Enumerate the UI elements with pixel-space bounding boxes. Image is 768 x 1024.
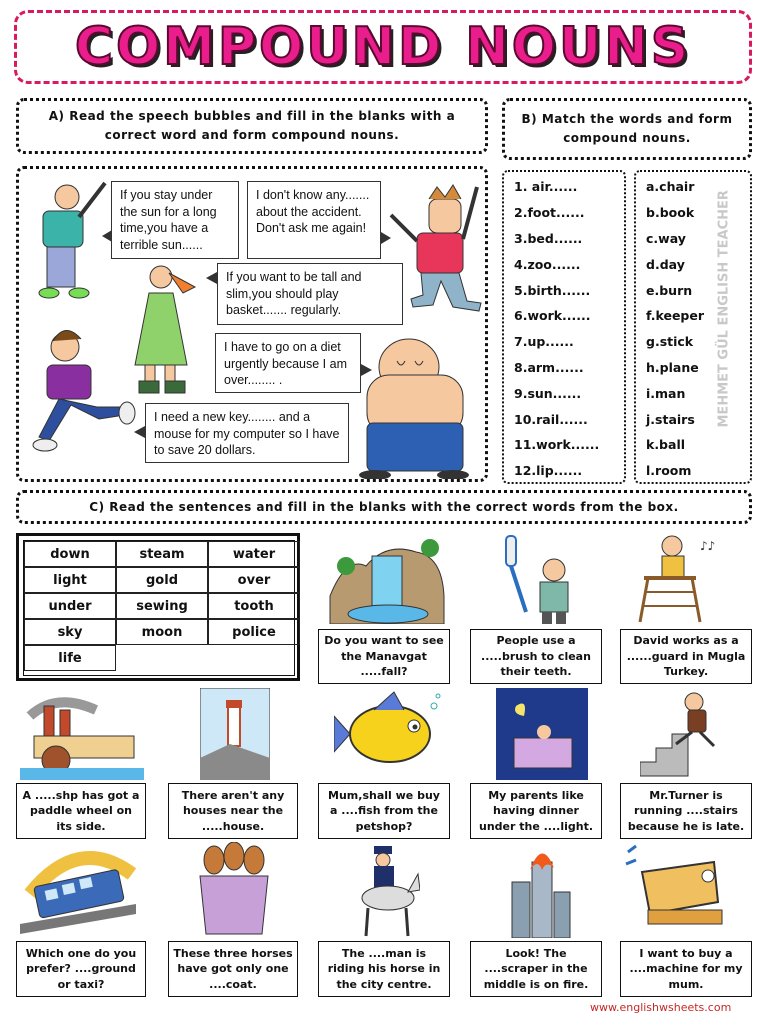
match-left-item: 4.zoo...... bbox=[514, 256, 581, 272]
bubble-2-tail bbox=[381, 232, 391, 244]
sentence-box: There aren't any houses near the .....house. bbox=[168, 783, 298, 839]
section-b-text: B) Match the words and form compound nouns. bbox=[521, 112, 733, 145]
bubble-3-text: If you want to be tall and slim,you should play basket....... regularly. bbox=[226, 270, 362, 317]
word-cell: gold bbox=[116, 567, 208, 593]
match-right-item: f.keeper bbox=[646, 308, 705, 324]
sentence-box: I want to buy a ....machine for my mum. bbox=[620, 941, 752, 997]
title-banner bbox=[14, 10, 752, 84]
match-right-item: j.stairs bbox=[646, 411, 695, 427]
section-b-instruction bbox=[502, 98, 752, 160]
match-right-item: c.way bbox=[646, 230, 686, 246]
word-cell: down bbox=[24, 541, 116, 567]
sentence-box: These three horses have got only one ....coat. bbox=[168, 941, 298, 997]
word-cell: sky bbox=[24, 619, 116, 645]
match-left-item: 11.work...... bbox=[514, 437, 600, 453]
skyscraper-fire-picture bbox=[508, 842, 574, 938]
speech-bubble-5 bbox=[145, 403, 349, 463]
running-boy-figure bbox=[33, 330, 135, 451]
word-cell: sewing bbox=[116, 593, 208, 619]
svg-text:♪♪: ♪♪ bbox=[700, 539, 716, 553]
sentence-box: Mum,shall we buy a ....fish from the petshop? bbox=[318, 783, 450, 839]
match-left-item: 6.work...... bbox=[514, 308, 591, 324]
bubble-4-text: I have to go on a diet urgently because I am over........ . bbox=[224, 340, 347, 387]
sentence-box: Do you want to see the Manavgat .....fall? bbox=[318, 629, 450, 684]
match-right-item: b.book bbox=[646, 205, 695, 221]
match-left-item: 1. air...... bbox=[514, 179, 578, 195]
section-c-instruction bbox=[16, 490, 752, 524]
bubble-1-text: If you stay under the sun for a long time,you have a terrible sun...... bbox=[120, 188, 217, 252]
toothbrush-man-picture bbox=[496, 534, 588, 624]
match-right-column bbox=[634, 170, 752, 484]
word-box bbox=[16, 533, 300, 681]
match-left-item: 7.up...... bbox=[514, 334, 574, 350]
woman-figure bbox=[135, 266, 195, 393]
word-cell: under bbox=[24, 593, 116, 619]
match-right-item: h.plane bbox=[646, 359, 699, 375]
word-cell: water bbox=[208, 541, 300, 567]
sewing-machine-picture bbox=[622, 842, 734, 938]
match-left-item: 8.arm...... bbox=[514, 359, 584, 375]
word-cell: steam bbox=[116, 541, 208, 567]
match-left-column bbox=[502, 170, 626, 484]
bubble-5-tail bbox=[134, 426, 145, 438]
overweight-man-figure bbox=[359, 339, 469, 479]
sentence-box: Look! The ....scraper in the middle is on fire. bbox=[470, 941, 602, 997]
bubble-4-tail bbox=[361, 364, 372, 376]
sentence-box: Mr.Turner is running ....stairs because he is late. bbox=[620, 783, 752, 839]
match-left-item: 5.birth...... bbox=[514, 282, 591, 298]
bubble-1-tail bbox=[102, 230, 112, 242]
match-right-item: l.room bbox=[646, 463, 692, 479]
waterfall-picture bbox=[326, 536, 448, 624]
running-upstairs-picture bbox=[640, 688, 724, 780]
section-a-panel bbox=[16, 166, 488, 482]
sentence-box: David works as a ......guard in Mugla Turkey. bbox=[620, 629, 752, 684]
footer-website: www.englishwsheets.com bbox=[590, 1001, 732, 1014]
section-c-text: C) Read the sentences and fill in the blanks with the correct words from the box. bbox=[89, 499, 679, 514]
moonlight-dinner-picture bbox=[496, 688, 588, 780]
page-title: COMPOUND NOUNS bbox=[74, 17, 692, 77]
word-cell: light bbox=[24, 567, 116, 593]
speech-bubble-1 bbox=[111, 181, 239, 259]
sentence-box: A .....shp has got a paddle wheel on its side. bbox=[16, 783, 146, 839]
match-left-item: 3.bed...... bbox=[514, 230, 583, 246]
speech-bubble-2 bbox=[247, 181, 381, 259]
policeman-on-horse-picture bbox=[354, 842, 420, 938]
sentence-box: People use a .....brush to clean their teeth. bbox=[470, 629, 602, 684]
three-horses-coat-picture bbox=[196, 842, 272, 938]
bubble-3-tail bbox=[206, 272, 217, 284]
match-left-item: 9.sun...... bbox=[514, 385, 582, 401]
match-right-item: d.day bbox=[646, 256, 685, 272]
match-right-item: e.burn bbox=[646, 282, 693, 298]
sentence-box: The ....man is riding his horse in the city centre. bbox=[318, 941, 450, 997]
word-cell: moon bbox=[116, 619, 208, 645]
match-left-item: 12.lip...... bbox=[514, 463, 583, 479]
underground-train-picture bbox=[20, 844, 136, 936]
speech-bubble-3 bbox=[217, 263, 403, 325]
goldfish-picture bbox=[334, 686, 446, 778]
word-cell: police bbox=[208, 619, 300, 645]
match-right-item: g.stick bbox=[646, 334, 694, 350]
speech-bubble-4 bbox=[215, 333, 361, 393]
teacher-watermark: MEHMET GÜL ENGLISH TEACHER bbox=[716, 190, 732, 428]
angry-man-figure bbox=[391, 185, 481, 311]
lifeguard-picture bbox=[622, 532, 726, 624]
word-cell: tooth bbox=[208, 593, 300, 619]
match-left-item: 2.foot...... bbox=[514, 205, 585, 221]
lighthouse-picture bbox=[200, 688, 270, 780]
match-right-item: k.ball bbox=[646, 437, 686, 453]
man-stretching-figure bbox=[39, 183, 105, 298]
match-right-item: a.chair bbox=[646, 179, 695, 195]
word-cell: over bbox=[208, 567, 300, 593]
steamship-picture bbox=[16, 688, 148, 780]
word-grid bbox=[23, 540, 295, 676]
match-right-item: i.man bbox=[646, 385, 686, 401]
bubble-2-text: I don't know any....... about the accident. Don't ask me again! bbox=[256, 188, 370, 235]
section-a-instruction bbox=[16, 98, 488, 154]
bubble-5-text: I need a new key........ and a mouse for my computer so I have to save 20 dollars. bbox=[154, 410, 340, 457]
sentence-box: Which one do you prefer? ....ground or taxi? bbox=[16, 941, 146, 997]
sentence-box: My parents like having dinner under the ....light. bbox=[470, 783, 602, 839]
word-cell: life bbox=[24, 645, 116, 671]
match-left-item: 10.rail...... bbox=[514, 411, 588, 427]
section-a-text: A) Read the speech bubbles and fill in the blanks with a correct word and form compound nouns. bbox=[48, 109, 456, 142]
